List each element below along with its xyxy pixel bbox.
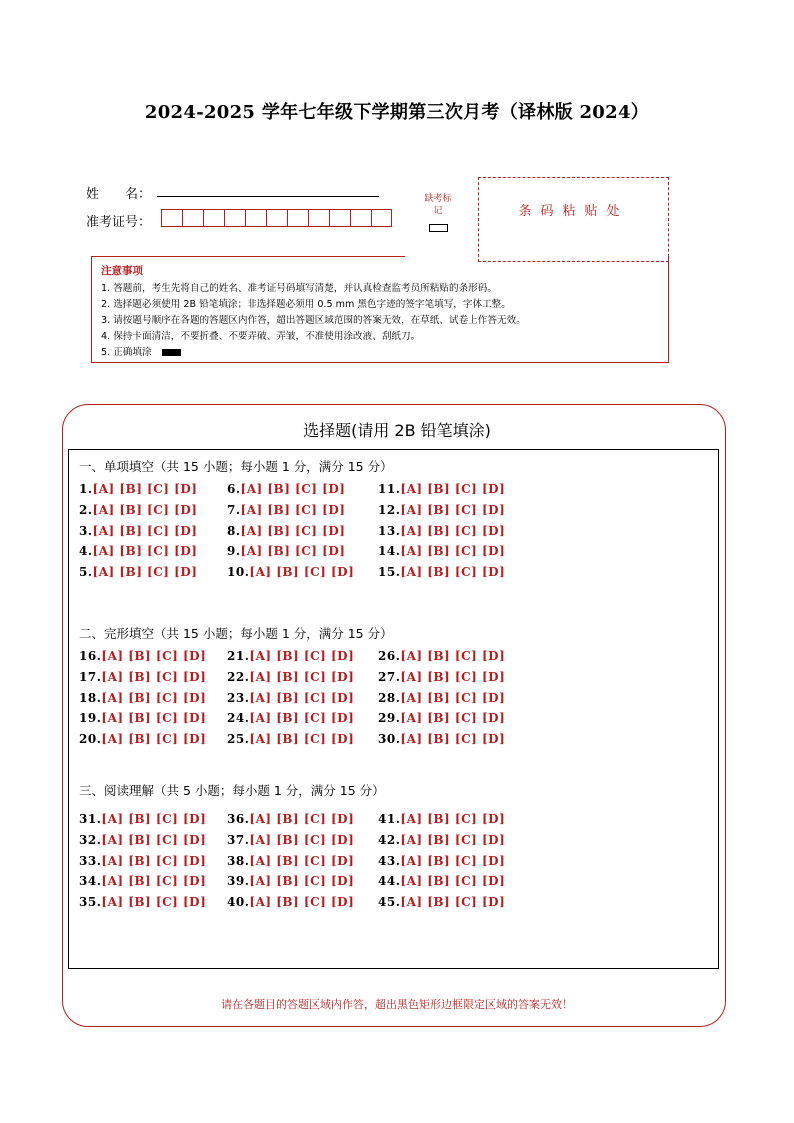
answer-options[interactable]: [A] [B] [C] [D] <box>400 523 506 538</box>
question-row[interactable] <box>378 711 505 725</box>
answer-options[interactable]: [A] [B] [C] [D] <box>101 853 207 868</box>
question-number: 36. <box>227 812 250 826</box>
question-row[interactable] <box>378 833 505 847</box>
question-row[interactable] <box>378 670 505 684</box>
question-number: 34. <box>79 874 102 889</box>
question-row[interactable] <box>79 565 197 579</box>
question-number: 18. <box>79 690 102 705</box>
answer-options[interactable]: [A] [B] [C] [D] <box>92 482 198 496</box>
question-row[interactable] <box>378 524 505 538</box>
question-row[interactable] <box>227 524 345 538</box>
question-number: 25. <box>227 732 250 747</box>
question-number: 37. <box>227 832 250 847</box>
page-title: 2024-2025 学年七年级下学期第三次月考（译林版 2024） <box>144 102 650 123</box>
question-row[interactable] <box>79 524 197 538</box>
question-number: 41. <box>378 812 401 826</box>
notice-box <box>91 256 669 363</box>
question-number: 38. <box>227 853 250 868</box>
question-number: 3. <box>79 523 93 538</box>
question-row[interactable] <box>79 544 197 558</box>
answer-options[interactable]: [A] [B] [C] [D] <box>101 832 207 847</box>
answer-options[interactable]: [A] [B] [C] [D] <box>101 895 207 910</box>
question-row[interactable] <box>227 482 345 496</box>
question-row[interactable] <box>378 691 505 705</box>
answer-options[interactable]: [A] [B] [C] [D] <box>400 895 506 910</box>
answer-options[interactable]: [A] [B] [C] [D] <box>400 853 506 868</box>
question-row[interactable] <box>227 732 354 746</box>
question-number: 39. <box>227 874 250 889</box>
question-number: 23. <box>227 690 250 705</box>
correct-fill-example <box>162 349 181 356</box>
question-row[interactable] <box>79 732 206 746</box>
question-row[interactable] <box>227 565 354 579</box>
answer-options[interactable]: [A] [B] [C] [D] <box>400 832 506 847</box>
answer-options[interactable]: [A] [B] [C] [D] <box>400 812 506 826</box>
question-number: 31. <box>79 812 102 826</box>
question-number: 5. <box>79 565 93 580</box>
section-heading: 二、完形填空（共 15 小题；每小题 1 分，满分 15 分） <box>79 626 393 641</box>
question-row[interactable] <box>79 833 206 847</box>
section-heading: 一、单项填空（共 15 小题；每小题 1 分，满分 15 分） <box>79 459 393 474</box>
answer-options[interactable]: [A] [B] [C] [D] <box>400 711 506 726</box>
question-row[interactable] <box>227 503 345 517</box>
name-field[interactable] <box>157 196 379 197</box>
question-row[interactable] <box>227 895 354 909</box>
question-row[interactable] <box>227 544 345 558</box>
question-number: 32. <box>79 832 102 847</box>
question-number: 11. <box>378 482 401 496</box>
question-number: 21. <box>227 649 250 663</box>
question-number: 7. <box>227 502 241 517</box>
answer-options[interactable]: [A] [B] [C] [D] <box>249 732 355 747</box>
answer-options[interactable]: [A] [B] [C] [D] <box>101 690 207 705</box>
question-number: 15. <box>378 565 401 580</box>
name-label: 姓 名： <box>86 187 152 202</box>
answer-options[interactable]: [A] [B] [C] [D] <box>400 732 506 747</box>
answer-options[interactable]: [A] [B] [C] [D] <box>400 874 506 889</box>
answer-options[interactable]: [A] [B] [C] [D] <box>101 874 207 889</box>
answer-options[interactable]: [A] [B] [C] [D] <box>249 874 355 889</box>
question-number: 16. <box>79 649 102 663</box>
answer-options[interactable]: [A] [B] [C] [D] <box>101 732 207 747</box>
answer-options[interactable]: [A] [B] [C] [D] <box>400 482 506 496</box>
answer-options[interactable]: [A] [B] [C] [D] <box>92 523 198 538</box>
barcode-area <box>478 177 669 262</box>
question-number: 43. <box>378 853 401 868</box>
answer-options[interactable]: [A] [B] [C] [D] <box>240 502 346 517</box>
answer-options[interactable]: [A] [B] [C] [D] <box>249 711 355 726</box>
question-row[interactable] <box>378 874 505 888</box>
absent-mark-box[interactable] <box>429 224 448 232</box>
question-row[interactable] <box>227 833 354 847</box>
question-row[interactable] <box>79 895 206 909</box>
answer-options[interactable]: [A] [B] [C] [D] <box>249 649 355 663</box>
question-number: 26. <box>378 649 401 663</box>
question-row[interactable] <box>79 670 206 684</box>
question-row[interactable] <box>79 711 206 725</box>
question-number: 28. <box>378 690 401 705</box>
question-number: 35. <box>79 895 102 910</box>
footer-note: 请在各题目的答题区域内作答，超出黑色矩形边框限定区域的答案无效！ <box>221 998 573 1011</box>
question-number: 14. <box>378 544 401 559</box>
question-row[interactable] <box>79 649 206 663</box>
notice-item-label: 5. 正确填涂 <box>101 347 152 358</box>
question-number: 1. <box>79 482 93 496</box>
answer-options[interactable]: [A] [B] [C] [D] <box>92 544 198 559</box>
answer-options[interactable]: [A] [B] [C] [D] <box>249 853 355 868</box>
question-row[interactable] <box>378 544 505 558</box>
question-number: 8. <box>227 523 241 538</box>
question-number: 17. <box>79 669 102 684</box>
question-number: 10. <box>227 565 250 580</box>
question-row[interactable] <box>227 670 354 684</box>
answer-options[interactable]: [A] [B] [C] [D] <box>400 502 506 517</box>
answer-options[interactable]: [A] [B] [C] [D] <box>101 669 207 684</box>
question-number: 20. <box>79 732 102 747</box>
answer-options[interactable]: [A] [B] [C] [D] <box>400 565 506 580</box>
question-row[interactable] <box>79 503 197 517</box>
question-number: 9. <box>227 544 241 559</box>
question-number: 30. <box>378 732 401 747</box>
question-row[interactable] <box>79 691 206 705</box>
answer-options[interactable]: [A] [B] [C] [D] <box>400 649 506 663</box>
question-row[interactable] <box>378 812 505 826</box>
notice-item: 1. 答题前，考生先将自己的姓名、准考证号码填写清楚，并认真检查监考员所粘贴的条形码。 <box>101 283 497 294</box>
answer-options[interactable]: [A] [B] [C] [D] <box>101 711 207 726</box>
question-row[interactable] <box>227 711 354 725</box>
question-row[interactable] <box>378 732 505 746</box>
id-label: 准考证号： <box>86 215 152 230</box>
question-row[interactable] <box>79 874 206 888</box>
question-number: 4. <box>79 544 93 559</box>
answer-options[interactable]: [A] [B] [C] [D] <box>249 690 355 705</box>
answer-options[interactable]: [A] [B] [C] [D] <box>92 565 198 580</box>
notice-item-fill-example <box>101 344 181 358</box>
question-row[interactable] <box>227 854 354 868</box>
question-row[interactable] <box>227 874 354 888</box>
section-heading: 三、阅读理解（共 5 小题；每小题 1 分，满分 15 分） <box>79 783 385 798</box>
question-number: 40. <box>227 895 250 910</box>
choice-section-title: 选择题(请用 2B 铅笔填涂) <box>303 421 491 440</box>
answer-options[interactable]: [A] [B] [C] [D] <box>249 832 355 847</box>
answer-options[interactable]: [A] [B] [C] [D] <box>92 502 198 517</box>
question-row[interactable] <box>79 854 206 868</box>
question-number: 6. <box>227 482 241 496</box>
notice-item: 4. 保持卡面清洁，不要折叠、不要弄破、弄皱，不准使用涂改液、刮纸刀。 <box>101 331 421 342</box>
answer-options[interactable]: [A] [B] [C] [D] <box>249 812 355 826</box>
answer-options[interactable]: [A] [B] [C] [D] <box>249 895 355 910</box>
question-row[interactable] <box>378 649 505 663</box>
question-row[interactable] <box>227 649 354 663</box>
answer-options[interactable]: [A] [B] [C] [D] <box>249 565 355 580</box>
answer-options[interactable]: [A] [B] [C] [D] <box>400 544 506 559</box>
answer-options[interactable]: [A] [B] [C] [D] <box>400 669 506 684</box>
answer-options[interactable]: [A] [B] [C] [D] <box>240 523 346 538</box>
question-row[interactable] <box>378 854 505 868</box>
question-number: 42. <box>378 832 401 847</box>
question-number: 27. <box>378 669 401 684</box>
notice-title: 注意事项 <box>101 265 143 277</box>
notice-item: 2. 选择题必须使用 2B 铅笔填涂；非选择题必须用 0.5 mm 黑色字迹的签字笔填写，字体工整。 <box>101 299 511 310</box>
question-number: 22. <box>227 669 250 684</box>
question-number: 44. <box>378 874 401 889</box>
question-number: 12. <box>378 502 401 517</box>
barcode-label: 条码粘贴处 <box>518 204 629 219</box>
answer-options[interactable]: [A] [B] [C] [D] <box>240 544 346 559</box>
absent-mark-label: 缺考标记 <box>424 194 452 216</box>
answer-options[interactable]: [A] [B] [C] [D] <box>249 669 355 684</box>
question-row[interactable] <box>227 812 354 826</box>
answer-options[interactable]: [A] [B] [C] [D] <box>240 482 346 496</box>
answer-options[interactable]: [A] [B] [C] [D] <box>101 812 207 826</box>
question-row[interactable] <box>378 482 505 496</box>
question-number: 29. <box>378 711 401 726</box>
question-number: 2. <box>79 502 93 517</box>
question-row[interactable] <box>227 691 354 705</box>
question-number: 33. <box>79 853 102 868</box>
question-number: 24. <box>227 711 250 726</box>
question-row[interactable] <box>378 895 505 909</box>
question-row[interactable] <box>79 482 197 496</box>
question-number: 45. <box>378 895 401 910</box>
question-row[interactable] <box>79 812 206 826</box>
question-row[interactable] <box>378 503 505 517</box>
question-number: 13. <box>378 523 401 538</box>
question-row[interactable] <box>378 565 505 579</box>
notice-item: 3. 请按题号顺序在各题的答题区内作答，超出答题区域范围的答案无效，在草纸、试卷上作答无效。 <box>101 315 526 326</box>
answer-options[interactable]: [A] [B] [C] [D] <box>400 690 506 705</box>
question-number: 19. <box>79 711 102 726</box>
answer-options[interactable]: [A] [B] [C] [D] <box>101 649 207 663</box>
id-number-boxes[interactable] <box>161 209 392 227</box>
